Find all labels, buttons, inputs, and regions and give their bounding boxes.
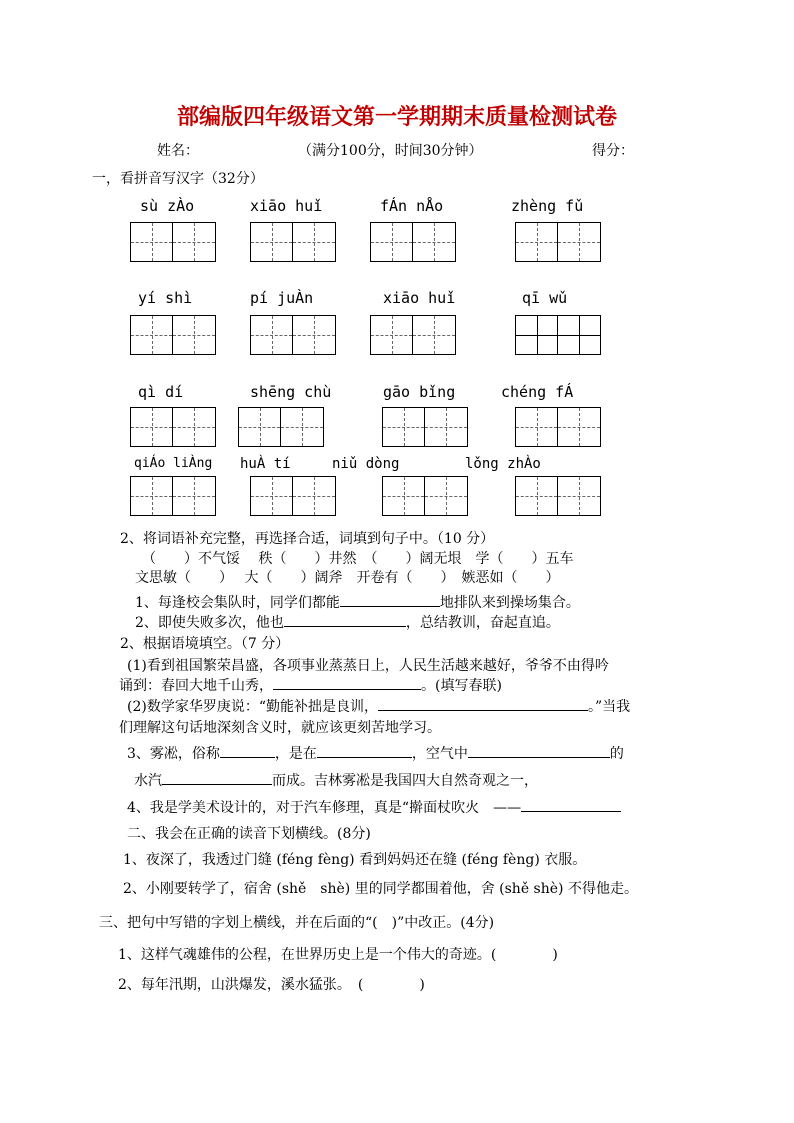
question-text: 水汽	[134, 773, 162, 789]
writing-grid[interactable]	[130, 407, 216, 447]
question-line: (1)看到祖国繁荣昌盛，各项事业蒸蒸日上，人民生活越来越好，爷爷不由得吟	[127, 658, 609, 674]
writing-grid[interactable]	[515, 407, 601, 447]
section3-heading: 二、我会在正确的读音下划横线。(8分)	[127, 826, 371, 842]
writing-grid[interactable]	[382, 407, 468, 447]
writing-grid[interactable]	[515, 222, 601, 262]
writing-grid[interactable]	[370, 315, 456, 355]
writing-grid[interactable]	[130, 476, 216, 516]
writing-grid[interactable]	[370, 222, 456, 262]
answer-blank[interactable]	[317, 743, 412, 758]
section2b-heading: 2、根据语境填空。（7 分）	[120, 636, 290, 652]
answer-blank[interactable]	[521, 797, 621, 812]
question-line: 2、每年汛期，山洪爆发，溪水猛张。 ( )	[118, 977, 425, 993]
writing-grid[interactable]	[515, 315, 601, 355]
pinyin-label: xiāo huǐ	[250, 197, 323, 215]
question-line: 2、小刚要转学了，宿舍 (shě shè) 里的同学都围着他，舍 (shě shè) 不得他走。	[123, 881, 638, 897]
answer-blank[interactable]	[468, 743, 610, 758]
question-text: 1、每逢校会集队时，同学们都能	[135, 595, 340, 611]
question-text: ，是在	[274, 746, 317, 762]
question-line	[127, 743, 624, 763]
question-text: ，总结教训，奋起直追。	[405, 615, 560, 631]
section4-heading: 三、把句中写错的字划上横线，并在后面的“( )”中改正。(4分)	[99, 915, 495, 931]
question-line	[134, 770, 538, 790]
question-text: 4、我是学美术设计的，对于汽车修理，真是“擀面杖吹火 ——	[127, 800, 522, 816]
pinyin-label: gāo bǐng	[383, 383, 456, 401]
answer-blank[interactable]	[273, 675, 421, 690]
pinyin-label: fÁn nÅo	[380, 197, 444, 215]
writing-grid[interactable]	[130, 222, 216, 262]
score-label: 得分：	[592, 143, 634, 159]
question-line	[119, 675, 502, 695]
answer-blank[interactable]	[378, 696, 588, 711]
page-title: 部编版四年级语文第一学期期末质量检测试卷	[176, 105, 617, 130]
writing-grid[interactable]	[250, 315, 336, 355]
question-line	[127, 696, 630, 716]
writing-grid[interactable]	[515, 476, 601, 516]
writing-grid[interactable]	[382, 476, 468, 516]
pinyin-label: yí shì	[138, 289, 193, 307]
question-line	[127, 797, 621, 817]
answer-blank[interactable]	[340, 592, 440, 607]
answer-blank[interactable]	[284, 612, 406, 627]
word-fill-line: （ ）不气馁 秩（ ）井然 （ ）阔无垠 学（ ）五车	[142, 551, 574, 567]
question-text: 。(填写春联)	[421, 678, 502, 694]
section2-heading: 2、将词语补充完整，再选择合适，词填到句子中。（10 分）	[120, 531, 495, 547]
pinyin-label: zhèng fǔ	[511, 197, 584, 215]
pinyin-label: sù zÀo	[140, 197, 195, 215]
pinyin-label: xiāo huǐ	[383, 289, 456, 307]
question-line: 1、这样气魂雄伟的公程，在世界历史上是一个伟大的奇迹。( )	[118, 947, 558, 963]
answer-blank[interactable]	[220, 743, 275, 758]
section1-heading: 一，看拼音写汉字（32分）	[92, 171, 264, 187]
writing-grid[interactable]	[130, 315, 216, 355]
word-fill-line: 文思敏（ ） 大（ ）阔斧 开卷有（ ） 嫉恶如（ ）	[135, 570, 560, 586]
pinyin-label: qì dí	[138, 383, 184, 401]
question-text: 3、雾凇，俗称	[127, 746, 220, 762]
question-text: 地排队来到操场集合。	[439, 595, 580, 611]
question-line: 们理解这句话地深刻含义时，就应该更刻苦地学习。	[119, 720, 441, 736]
writing-grid[interactable]	[250, 222, 336, 262]
question-text: 的	[609, 746, 624, 762]
question-text: ，空气中	[411, 746, 468, 762]
question-text: 诵到：春回大地千山秀，	[119, 678, 273, 694]
pinyin-label: qiÁo liÀng	[134, 456, 213, 471]
question-line	[135, 592, 580, 612]
question-line	[135, 612, 560, 632]
question-text: 2、即使失败多次，他也	[135, 615, 284, 631]
exam-info: （满分100分，时间30分钟）	[298, 143, 483, 159]
answer-blank[interactable]	[162, 770, 272, 785]
pinyin-label: pí juÀn	[250, 289, 314, 307]
question-text: 。”当我	[588, 699, 631, 715]
pinyin-label: shēng chù	[250, 383, 332, 401]
question-text: (2)数学家华罗庚说：“勤能补拙是良训，	[127, 699, 378, 715]
question-text: 而成。吉林雾凇是我国四大自然奇观之一，	[272, 773, 538, 789]
pinyin-label: niǔ dòng	[332, 456, 400, 472]
name-label: 姓名：	[157, 143, 199, 159]
pinyin-label: qī wǔ	[522, 289, 568, 307]
writing-grid[interactable]	[250, 476, 336, 516]
writing-grid[interactable]	[238, 407, 324, 447]
pinyin-label: chéng fÁ	[501, 383, 574, 401]
pinyin-label: lǒng zhÀo	[465, 456, 541, 472]
pinyin-label: huÀ tí	[240, 456, 291, 472]
question-line: 1、夜深了，我透过门缝 (féng fèng) 看到妈妈还在缝 (féng fèng) 衣服。	[123, 852, 587, 868]
